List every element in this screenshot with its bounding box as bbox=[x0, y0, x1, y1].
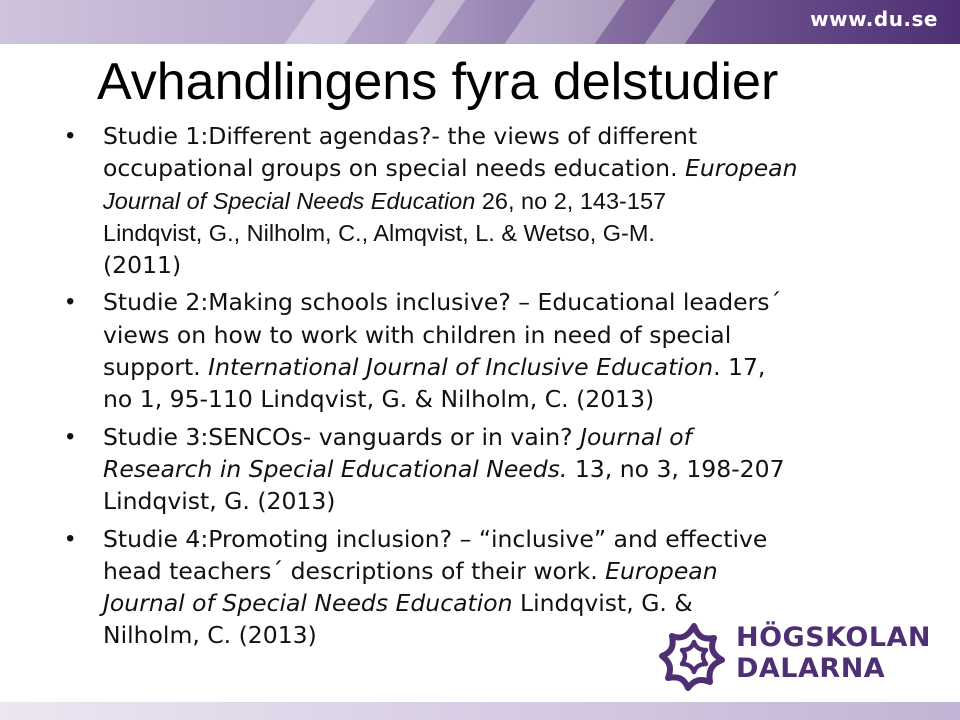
slide-title: Avhandlingens fyra delstudier bbox=[97, 53, 779, 111]
study-line bbox=[103, 485, 862, 517]
journal-title: International Journal of Inclusive Education bbox=[208, 353, 714, 382]
study-line bbox=[103, 351, 862, 383]
study-text: views on how to work with children in need of special bbox=[103, 320, 732, 349]
study-list bbox=[62, 120, 862, 657]
logo-line-1: HÖGSKOLAN bbox=[736, 622, 932, 653]
study-line bbox=[103, 587, 862, 619]
study-text: Studie 4:Promoting inclusion? – “inclusive” and effective bbox=[103, 524, 768, 553]
study-text: support. bbox=[103, 353, 209, 382]
journal-title: Research in Special Educational Needs. bbox=[103, 454, 568, 483]
study-line bbox=[103, 383, 862, 415]
journal-title: Journal of Special Needs Education bbox=[103, 187, 476, 214]
study-line bbox=[103, 555, 862, 587]
study-text: . 17, bbox=[713, 353, 766, 382]
study-line bbox=[103, 249, 862, 281]
study-line bbox=[103, 185, 862, 217]
university-logo bbox=[658, 620, 938, 692]
footer-band bbox=[0, 702, 960, 720]
study-line bbox=[103, 319, 862, 351]
study-text: Nilholm, C. (2013) bbox=[103, 621, 317, 650]
study-text: Studie 2:Making schools inclusive? – Educational leaders´ bbox=[103, 288, 782, 317]
study-text: Lindqvist, G., Nilholm, C., Almqvist, L. & Wetso, G-M. bbox=[103, 219, 655, 246]
study-text: 13, no 3, 198-207 bbox=[567, 454, 785, 483]
study-text: head teachers´ descriptions of their work. bbox=[103, 556, 606, 585]
journal-title: Journal of Special Needs Education bbox=[103, 589, 513, 618]
study-line bbox=[103, 453, 862, 485]
site-url[interactable]: www.du.se bbox=[810, 7, 938, 31]
study-text: occupational groups on special needs education. bbox=[103, 154, 686, 183]
logo-line-2: DALARNA bbox=[736, 653, 886, 684]
study-text: Lindqvist, G. & bbox=[512, 589, 693, 618]
study-text: no 1, 95-110 Lindqvist, G. & Nilholm, C. (2013) bbox=[103, 385, 655, 414]
logo-text bbox=[736, 622, 931, 684]
study-line bbox=[103, 120, 862, 152]
study-line bbox=[103, 286, 862, 318]
journal-title: Journal of bbox=[580, 422, 692, 451]
header-band bbox=[0, 0, 960, 44]
study-item-3 bbox=[62, 421, 862, 518]
study-line bbox=[103, 152, 862, 184]
study-text: Lindqvist, G. (2013) bbox=[103, 487, 336, 516]
star-flower-icon bbox=[658, 620, 730, 692]
study-line bbox=[103, 421, 862, 453]
study-item-2 bbox=[62, 286, 862, 415]
journal-title: European bbox=[685, 154, 798, 183]
study-text: (2011) bbox=[103, 251, 182, 280]
study-item-1 bbox=[62, 120, 862, 281]
study-line bbox=[103, 217, 862, 249]
journal-title: European bbox=[605, 556, 718, 585]
study-text: Studie 1:Different agendas?- the views of different bbox=[103, 122, 698, 150]
study-line bbox=[103, 523, 862, 555]
study-text: 26, no 2, 143-157 bbox=[475, 187, 667, 214]
study-text: Studie 3:SENCOs- vanguards or in vain? bbox=[103, 422, 581, 451]
